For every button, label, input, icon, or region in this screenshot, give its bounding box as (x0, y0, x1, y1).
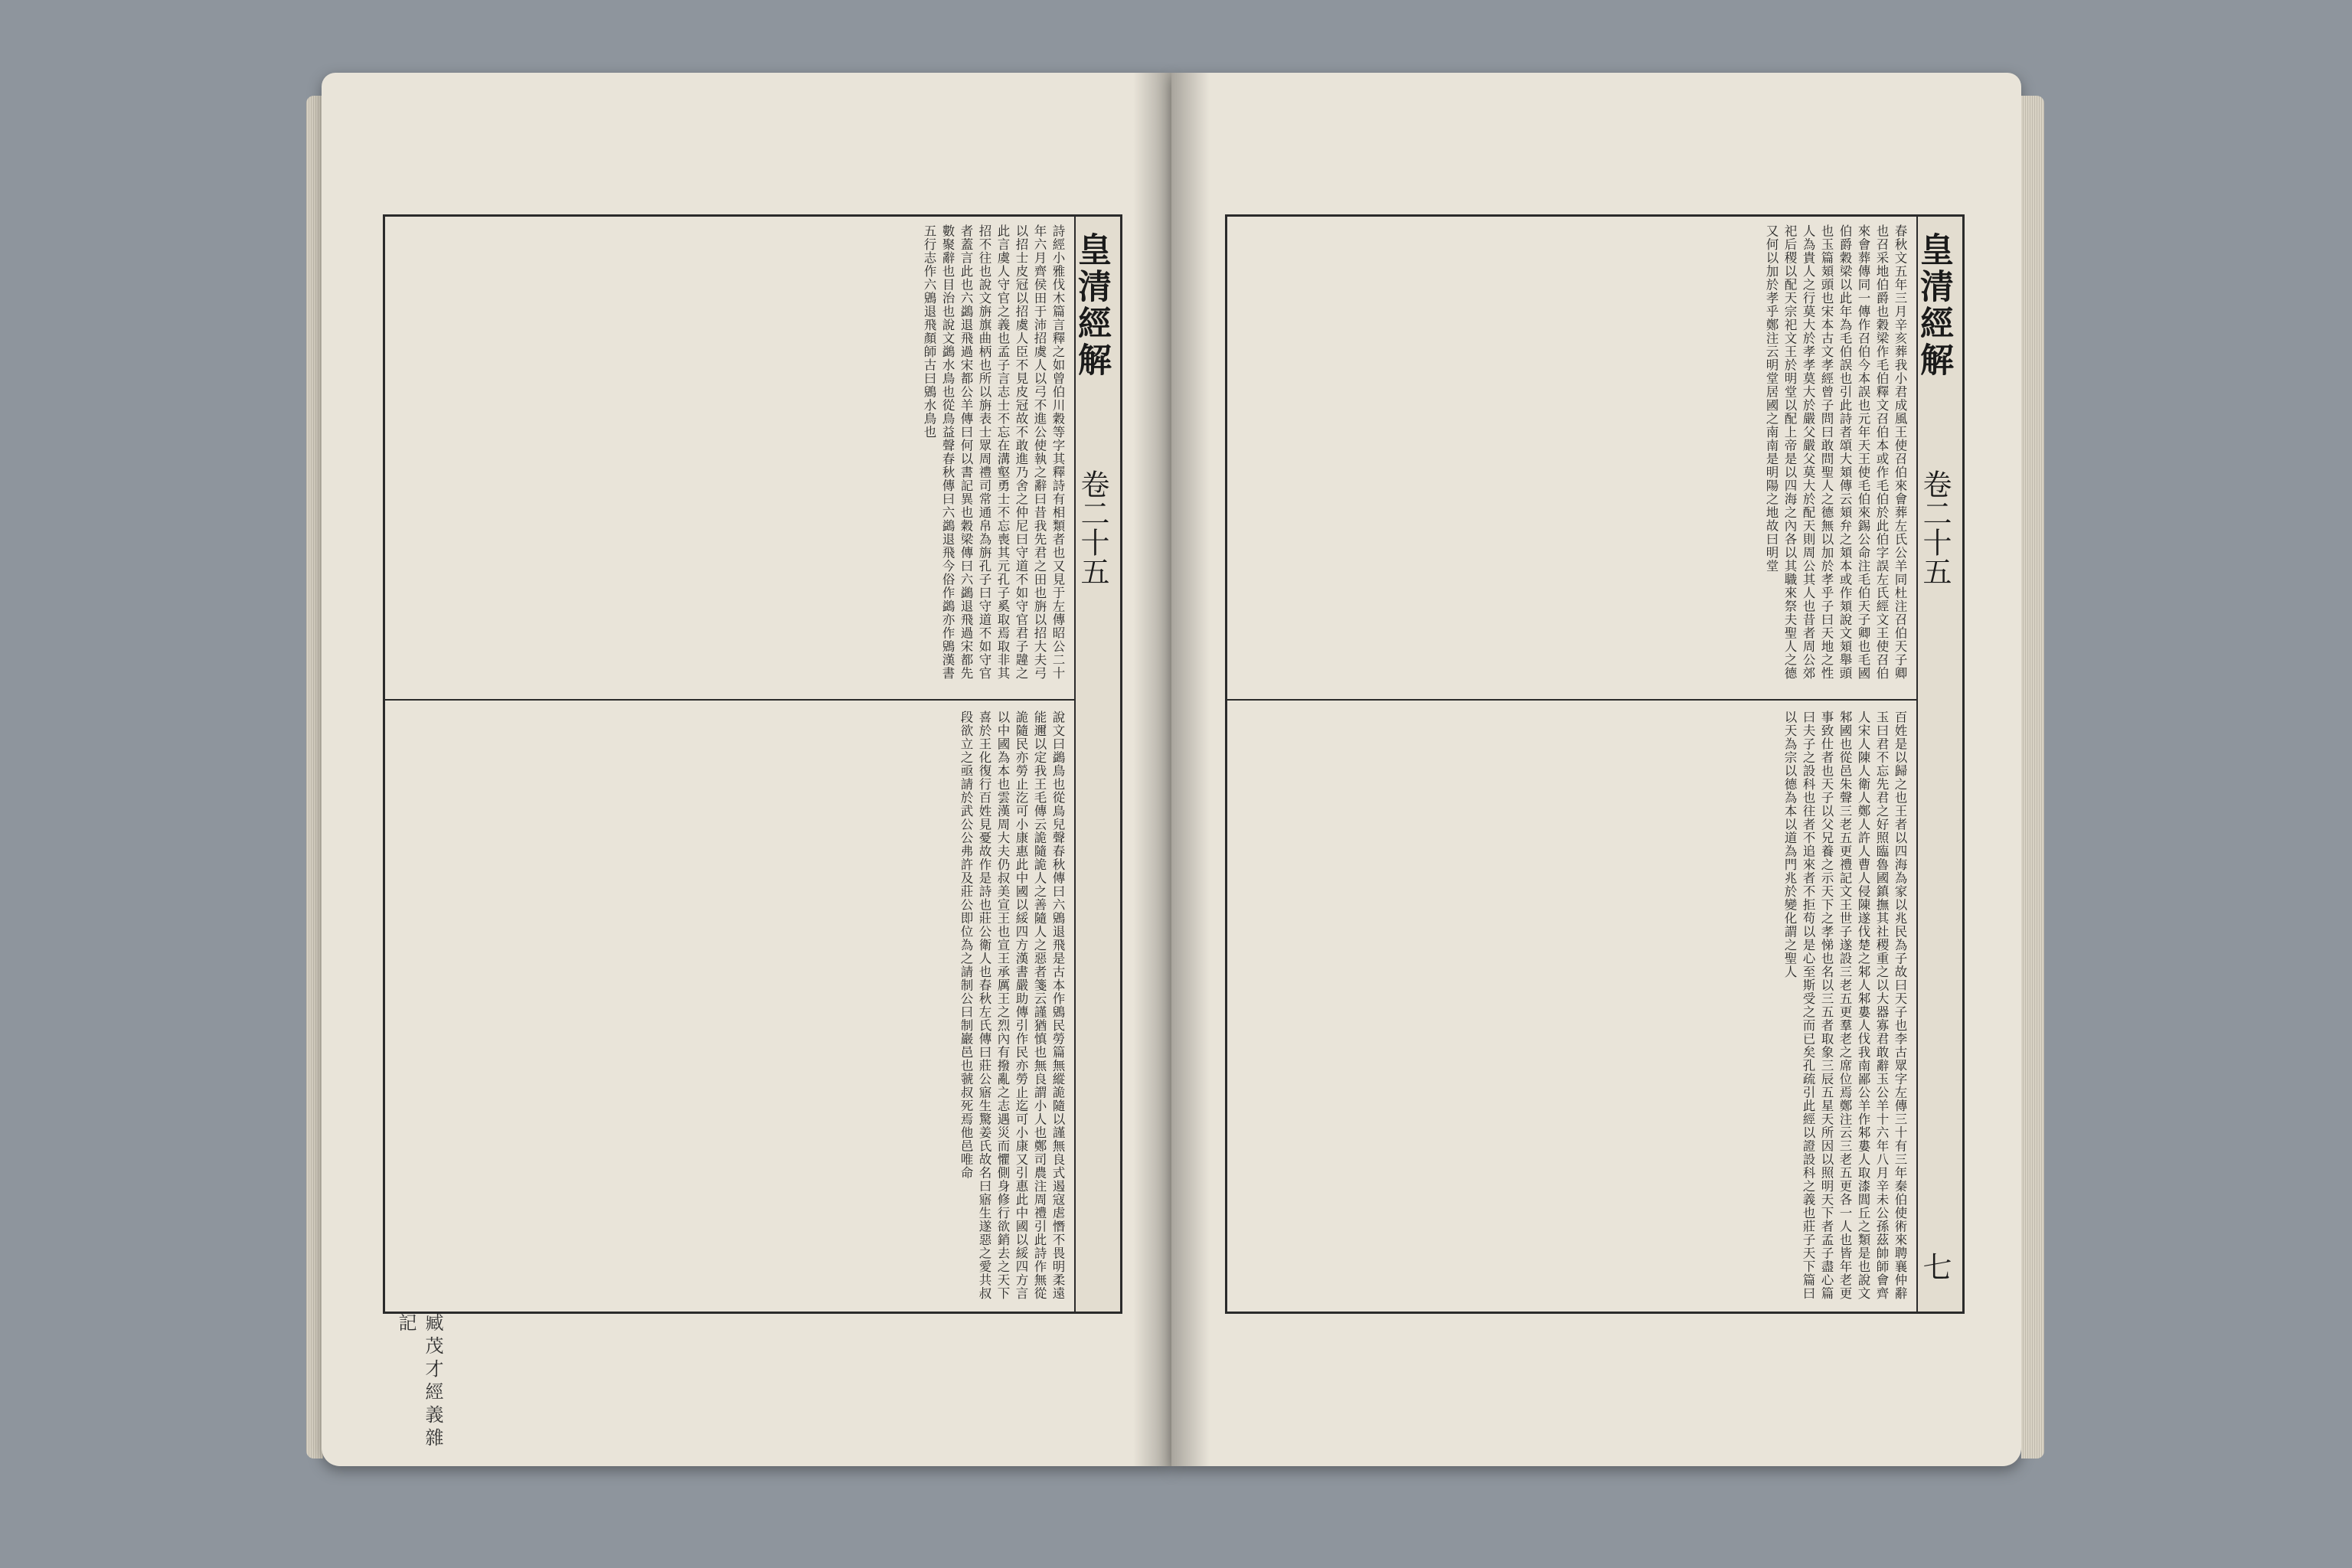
left-page-edges (306, 96, 323, 1459)
right-page (1171, 73, 2021, 1466)
right-page-number: 七 (1918, 1252, 1952, 1281)
right-lower-text: 百姓是以歸之也王者以四海為家以兆民為子故曰天子也李古眾字左傳三十有三年秦伯使術來聘襄仲辭玉曰君不忘先君之好照臨魯國鎮撫其社稷重之以大器寡君敢辭玉公羊十六年八月辛未公孫茲帥師會齊人宋人陳人衛人鄭人許人曹人侵陳遂伐楚之邾人邾婁人伐我南鄙公羊作邾婁人取漆閭丘之類是也說文邾國也從邑朱聲三老五更禮記文王世子遂設三老五更羣老之席位焉鄭注云三老五更各一人也皆年老更事致仕者也天子以父兄養之示天下之孝悌也名以三五者取象三辰五星天所因以照明天下者孟子盡心篇曰夫子之設科也往者不追來者不拒苟以是心至斯受之而已矣孔疏引此經以證設科之義也莊子天下篇曰以天為宗以德為本以道為門兆於變化謂之聖人 (1782, 710, 1907, 1300)
left-band-title: 皇清經解 (1072, 232, 1111, 379)
register-divider (385, 699, 1120, 701)
book-gutter (1133, 73, 1210, 1466)
left-lower-text: 說文曰鷁鳥也從鳥兒聲春秋傳曰六鶂退飛是古本作鶂民勞篇無縱詭隨以謹無良式遏寇虐憯不畏明柔遠能邇以定我王毛傳云詭隨詭人之善隨人之惡者箋云謹猶慎也無良謂小人也鄭司農注周禮引此詩作無從詭隨民亦勞止汔可小康惠此中國以綏四方漢書嚴助傳引作民亦勞止迄可小康又引惠此中國以綏四方言以中國為本也雲漢周大夫仍叔美宣王也宣王承厲王之烈內有撥亂之志遇災而懼側身修行欲銷去之天下喜於王化復行百姓見憂故作是詩也莊公衛人也春秋左氏傳曰莊公寤生驚姜氏故名曰寤生遂惡之愛共叔段欲立之亟請於武公公弗許及莊公即位為之請制公曰制巖邑也虢叔死焉他邑唯命 (959, 710, 1065, 1300)
open-book (306, 73, 2037, 1512)
right-upper-text: 春秋文五年三月辛亥葬我小君成風王使召伯來會葬左氏公羊同杜注召伯天子卿也召采地伯爵也穀梁作毛伯釋文召伯本或作毛伯於此伯字誤左氏經文王使召伯來會葬傳同一傳作召伯今本誤也元年天王使毛伯來錫公命注毛伯天子卿也毛國伯爵穀梁以此年為毛伯誤也引此詩者頌大頍傳云頍弁之頍本或作頍說文頍舉頭也玉篇頍頭也宋本古文孝經曾子問曰敢問聖人之德無以加於孝乎子曰天地之性人為貴人之行莫大於孝孝莫大於嚴父嚴父莫大於配天則周公其人也昔者周公郊祀后稷以配天宗祀文王於明堂以配上帝是以四海之內各以其職來祭夫聖人之德又何以加於孝乎鄭注云明堂居國之南南是明陽之地故曰明堂 (1764, 224, 1907, 680)
left-spine-band (1074, 217, 1120, 1312)
right-page-edges (2021, 96, 2044, 1459)
register-divider (1227, 699, 1962, 701)
right-spine-band (1916, 217, 1962, 1312)
left-page-frame (383, 214, 1122, 1314)
left-upper-text: 詩經小雅伐木篇言釋之如曾伯川穀等字其釋詩有相類者也又見于左傳昭公二十年六月齊侯田于沛招虞人以弓不進公使執之辭曰昔我先君之田也旃以招大夫弓以招士皮冠以招虞人臣不見皮冠故不敢進乃舍之仲尼曰守道不如守官君子韙之此言虞人守官之義也孟子言志士不忘在溝壑勇士不忘喪其元孔子奚取焉取非其招不往也說文旃旗曲柄也所以旃表士眾周禮司常通帛為旃孔子曰守道不如守官者蓋言此也六鷁退飛過宋都公羊傳曰何以書記異也穀梁傳曰六鷁退飛過宋都先數聚辭也目治也說文鷁水鳥也從鳥益聲春秋傳曰六鷁退飛今俗作鷁亦作鶂漢書五行志作六鶂退飛顏師古曰鶂水鳥也 (922, 224, 1065, 680)
right-band-volume: 卷二十五 (1918, 469, 1952, 586)
right-band-title: 皇清經解 (1914, 232, 1953, 379)
right-page-frame (1225, 214, 1965, 1314)
footer-caption: 臧茂才經義雜記 (395, 1313, 443, 1451)
left-band-volume: 卷二十五 (1076, 469, 1109, 586)
left-page (322, 73, 1171, 1466)
